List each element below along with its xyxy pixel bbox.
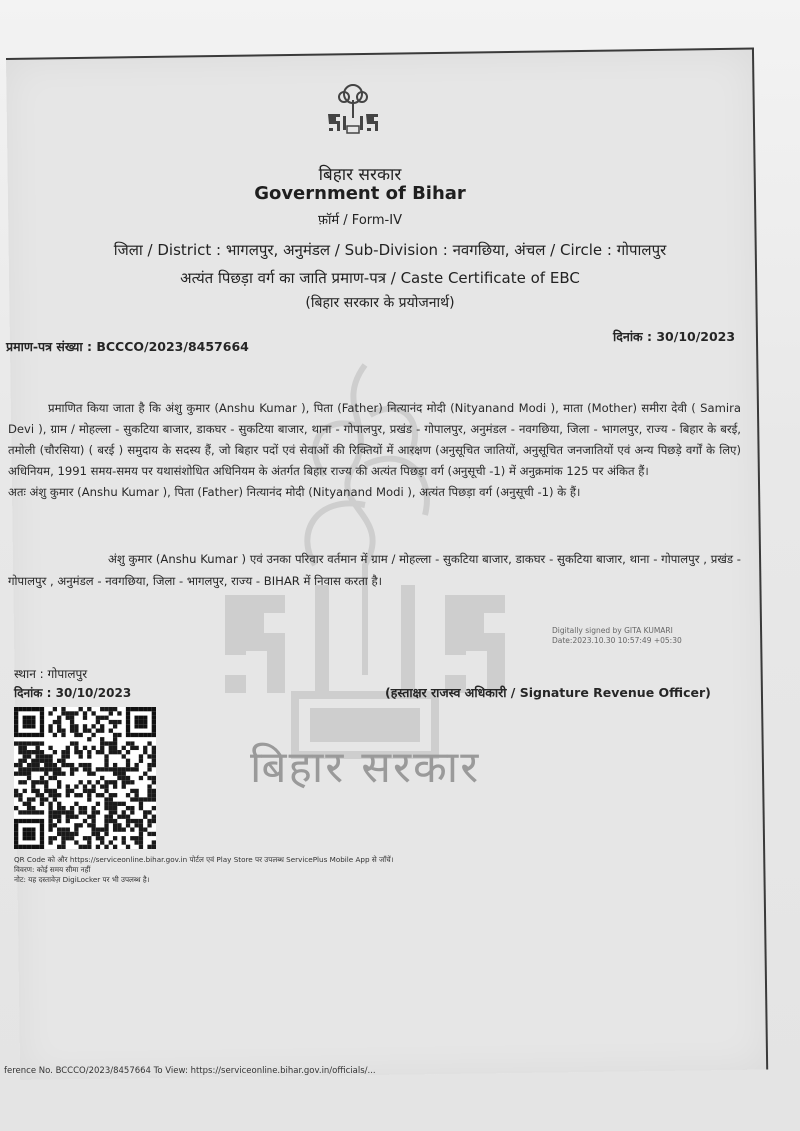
- certificate-date: दिनांक : 30/10/2023: [613, 329, 736, 344]
- certificate-title: अत्यंत पिछड़ा वर्ग का जाति प्रमाण-पत्र / Caste Certificate of EBC: [180, 269, 580, 287]
- issue-date: दिनांक : 30/10/2023: [14, 686, 132, 700]
- reference-footer: ference No. BCCCO/2023/8457664 To View: https://serviceonline.bihar.gov.in/officials/...: [4, 1066, 376, 1076]
- residence-paragraph: अंशु कुमार (Anshu Kumar ) एवं उनका परिवार वर्तमान में ग्राम / मोहल्ला - सुकटिया बाजार, डाकघर - सुकटिया बाजार, थाना - गोपालपुर , प्रखंड - गोपालपुर , अनुमंडल - नवगछिया, जिला - भागलपुर, राज्य - BIHAR में निवास करता है।: [8, 552, 741, 588]
- qr-digilocker-line: नोट: यह दस्तावेज़ DigiLocker पर भी उपलब्ध है।: [14, 875, 150, 884]
- government-title-hindi: बिहार सरकार: [318, 165, 402, 185]
- digital-signature-signer: Digitally signed by GITA KUMARI: [552, 626, 673, 635]
- location-line: जिला / District : भागलपुर, अनुमंडल / Sub-Division : नवगछिया, अंचल / Circle : गोपालपुर: [113, 241, 667, 259]
- certificate-body: [8, 398, 741, 503]
- certificate-subtitle: (बिहार सरकार के प्रयोजनार्थ): [305, 295, 455, 311]
- signature-officer: (हस्ताक्षर राजस्व अधिकारी / Signature Revenue Officer): [385, 685, 711, 700]
- qr-instruction-line: QR Code को और https://serviceonline.bihar.gov.in पोर्टल एवं Play Store पर उपलब्ध ServicePlus Mobile App से जाँचें।: [14, 855, 394, 864]
- issue-place: स्थान : गोपालपुर: [14, 667, 88, 681]
- conclusion-paragraph: अतः अंशु कुमार (Anshu Kumar ), पिता (Father) नित्यानंद मोदी (Nityanand Modi ), अत्यंत पिछड़ा वर्ग (अनुसूची -1) के हैं।: [8, 485, 581, 499]
- certification-paragraph: प्रमाणित किया जाता है कि अंशु कुमार (Anshu Kumar ), पिता (Father) नित्यानंद मोदी (Nityanand Modi ), माता (Mother) समीरा देवी ( Samira Devi ), ग्राम / मोहल्ला - सुकटिया बाजार, डाकघर - सुकटिया बाजार, थाना - गोपालपुर, प्रखंड - गोपालपुर, अनुमंडल - नवगछिया, जिला - भागलपुर, राज्य - बिहार के बरई, तमोली (चौरसिया) ( बरई ) समुदाय के सदस्य हैं, जो बिहार पदों एवं सेवाओं की रिक्तियों में आरक्षण (अनुसूचित जातियों, अनुसूचित जनजातियों एवं अन्य पिछड़े वर्गों के लिए) अधिनियम, 1991 समय-समय पर यथासंशोधित अधिनियम के अंतर्गत बिहार राज्य की अत्यंत पिछड़ा वर्ग (अनुसूची -1) में अनुक्रमांक 125 पर अंकित हैं।: [8, 401, 741, 478]
- bihar-emblem-icon: [322, 82, 384, 138]
- watermark-text: बिहार सरकार: [250, 742, 481, 793]
- qr-code-icon: [14, 707, 156, 849]
- qr-instructions: [14, 855, 393, 885]
- digital-signature: [552, 626, 682, 646]
- form-number: फ़ॉर्म / Form-IV: [318, 213, 402, 228]
- government-title-english: Government of Bihar: [254, 183, 466, 204]
- digital-signature-date: Date:2023.10.30 10:57:49 +05:30: [552, 636, 682, 645]
- qr-validity-line: विवरण: कोई समय सीमा नहीं: [14, 865, 91, 874]
- residence-block: [8, 548, 741, 592]
- certificate-number: प्रमाण-पत्र संख्या : BCCCO/2023/8457664: [6, 339, 249, 354]
